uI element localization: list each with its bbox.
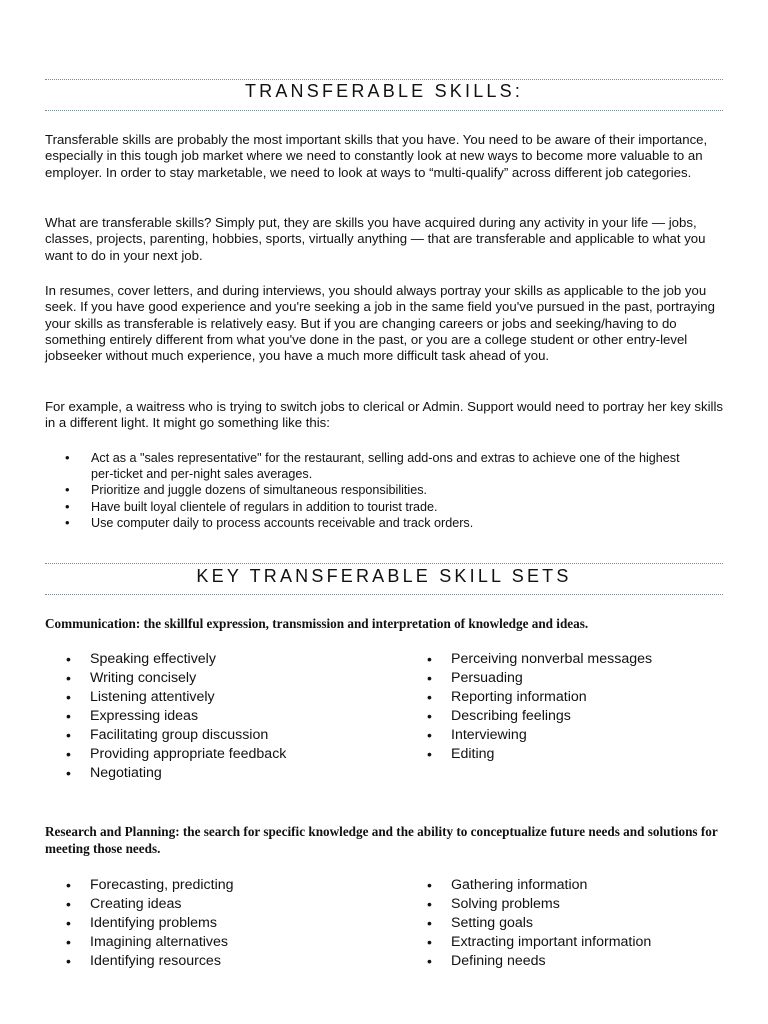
list-item: • Use computer daily to process accounts receivable and track orders. [45, 515, 723, 531]
research-title: Research and Planning: the search for specific knowledge and the ability to conceptualize future needs and solutions for meeting those needs. [45, 824, 718, 856]
list-item: • Imagining alternatives [45, 933, 234, 952]
list-item: • Setting goals [406, 914, 651, 933]
list-item: • Defining needs [406, 952, 651, 971]
list-item: • Facilitating group discussion [45, 726, 286, 745]
list-item: • Reporting information [406, 688, 652, 707]
list-item: • Perceiving nonverbal messages [406, 650, 652, 669]
key-top-rule [45, 563, 723, 564]
list-item: • Identifying problems [45, 914, 234, 933]
top-rule [45, 79, 723, 80]
key-skills-title: KEY TRANSFERABLE SKILL SETS [196, 566, 572, 586]
list-item: • Gathering information [406, 876, 651, 895]
list-item: • Expressing ideas [45, 707, 286, 726]
intro-paragraph: Transferable skills are probably the most important skills that you have. You need to be aware of their importance, especially in this tough job market where we need to constantly look at new ways to become more valuable to an employer. In order to stay marketable, we need to look at ways to “multi-qualify” across different job categories. [45, 132, 708, 180]
list-item: • Providing appropriate feedback [45, 745, 286, 764]
list-item: • Describing feelings [406, 707, 652, 726]
resumes-paragraph: In resumes, cover letters, and during interviews, you should always portray your skills as applicable to the job you seek. If you have good experience and you're seeking a job in the same field you've pursued in the past, portraying your skills as transferable is relatively easy. But if you are changing careers or jobs and seeking/having to do something entirely different from what you've done in the past, or you are a college student or other entry-level jobseeker without much experience, you have a much more difficult task ahead of you. [45, 283, 715, 364]
research-right-column [406, 876, 651, 971]
page-title: TRANSFERABLE SKILLS: [244, 81, 524, 101]
communication-right-column [406, 650, 652, 764]
list-item: • Solving problems [406, 895, 651, 914]
example-paragraph: For example, a waitress who is trying to switch jobs to clerical or Admin. Support would need to portray her key skills in a different light. It might go something like this: [45, 399, 723, 431]
list-item: • Persuading [406, 669, 652, 688]
list-item: • Prioritize and juggle dozens of simultaneous responsibilities. [45, 482, 723, 498]
list-item: • Forecasting, predicting [45, 876, 234, 895]
definition-paragraph: What are transferable skills? Simply put, they are skills you have acquired during any activity in your life — jobs, classes, projects, parenting, hobbies, sports, virtually anything — that are transferable and applicable to what you want to do in your next job. [45, 215, 706, 263]
list-item: • Listening attentively [45, 688, 286, 707]
example-list [45, 450, 723, 531]
list-item: • Negotiating [45, 764, 286, 783]
list-item: • Speaking effectively [45, 650, 286, 669]
list-item: • Have built loyal clientele of regulars in addition to tourist trade. [45, 499, 723, 515]
list-item: • Creating ideas [45, 895, 234, 914]
list-item: • Interviewing [406, 726, 652, 745]
list-item: • Extracting important information [406, 933, 651, 952]
communication-title: Communication: the skillful expression, transmission and interpretation of knowledge and ideas. [45, 616, 589, 631]
key-bottom-rule [45, 594, 723, 595]
list-item: • Act as a "sales representative" for the restaurant, selling add-ons and extras to achieve one of the highest per-ticket and per-night sales averages. [45, 450, 723, 482]
communication-left-column [45, 650, 286, 783]
list-item: • Editing [406, 745, 652, 764]
research-left-column [45, 876, 234, 971]
list-item: • Identifying resources [45, 952, 234, 971]
list-item: • Writing concisely [45, 669, 286, 688]
title-bottom-rule [45, 110, 723, 111]
